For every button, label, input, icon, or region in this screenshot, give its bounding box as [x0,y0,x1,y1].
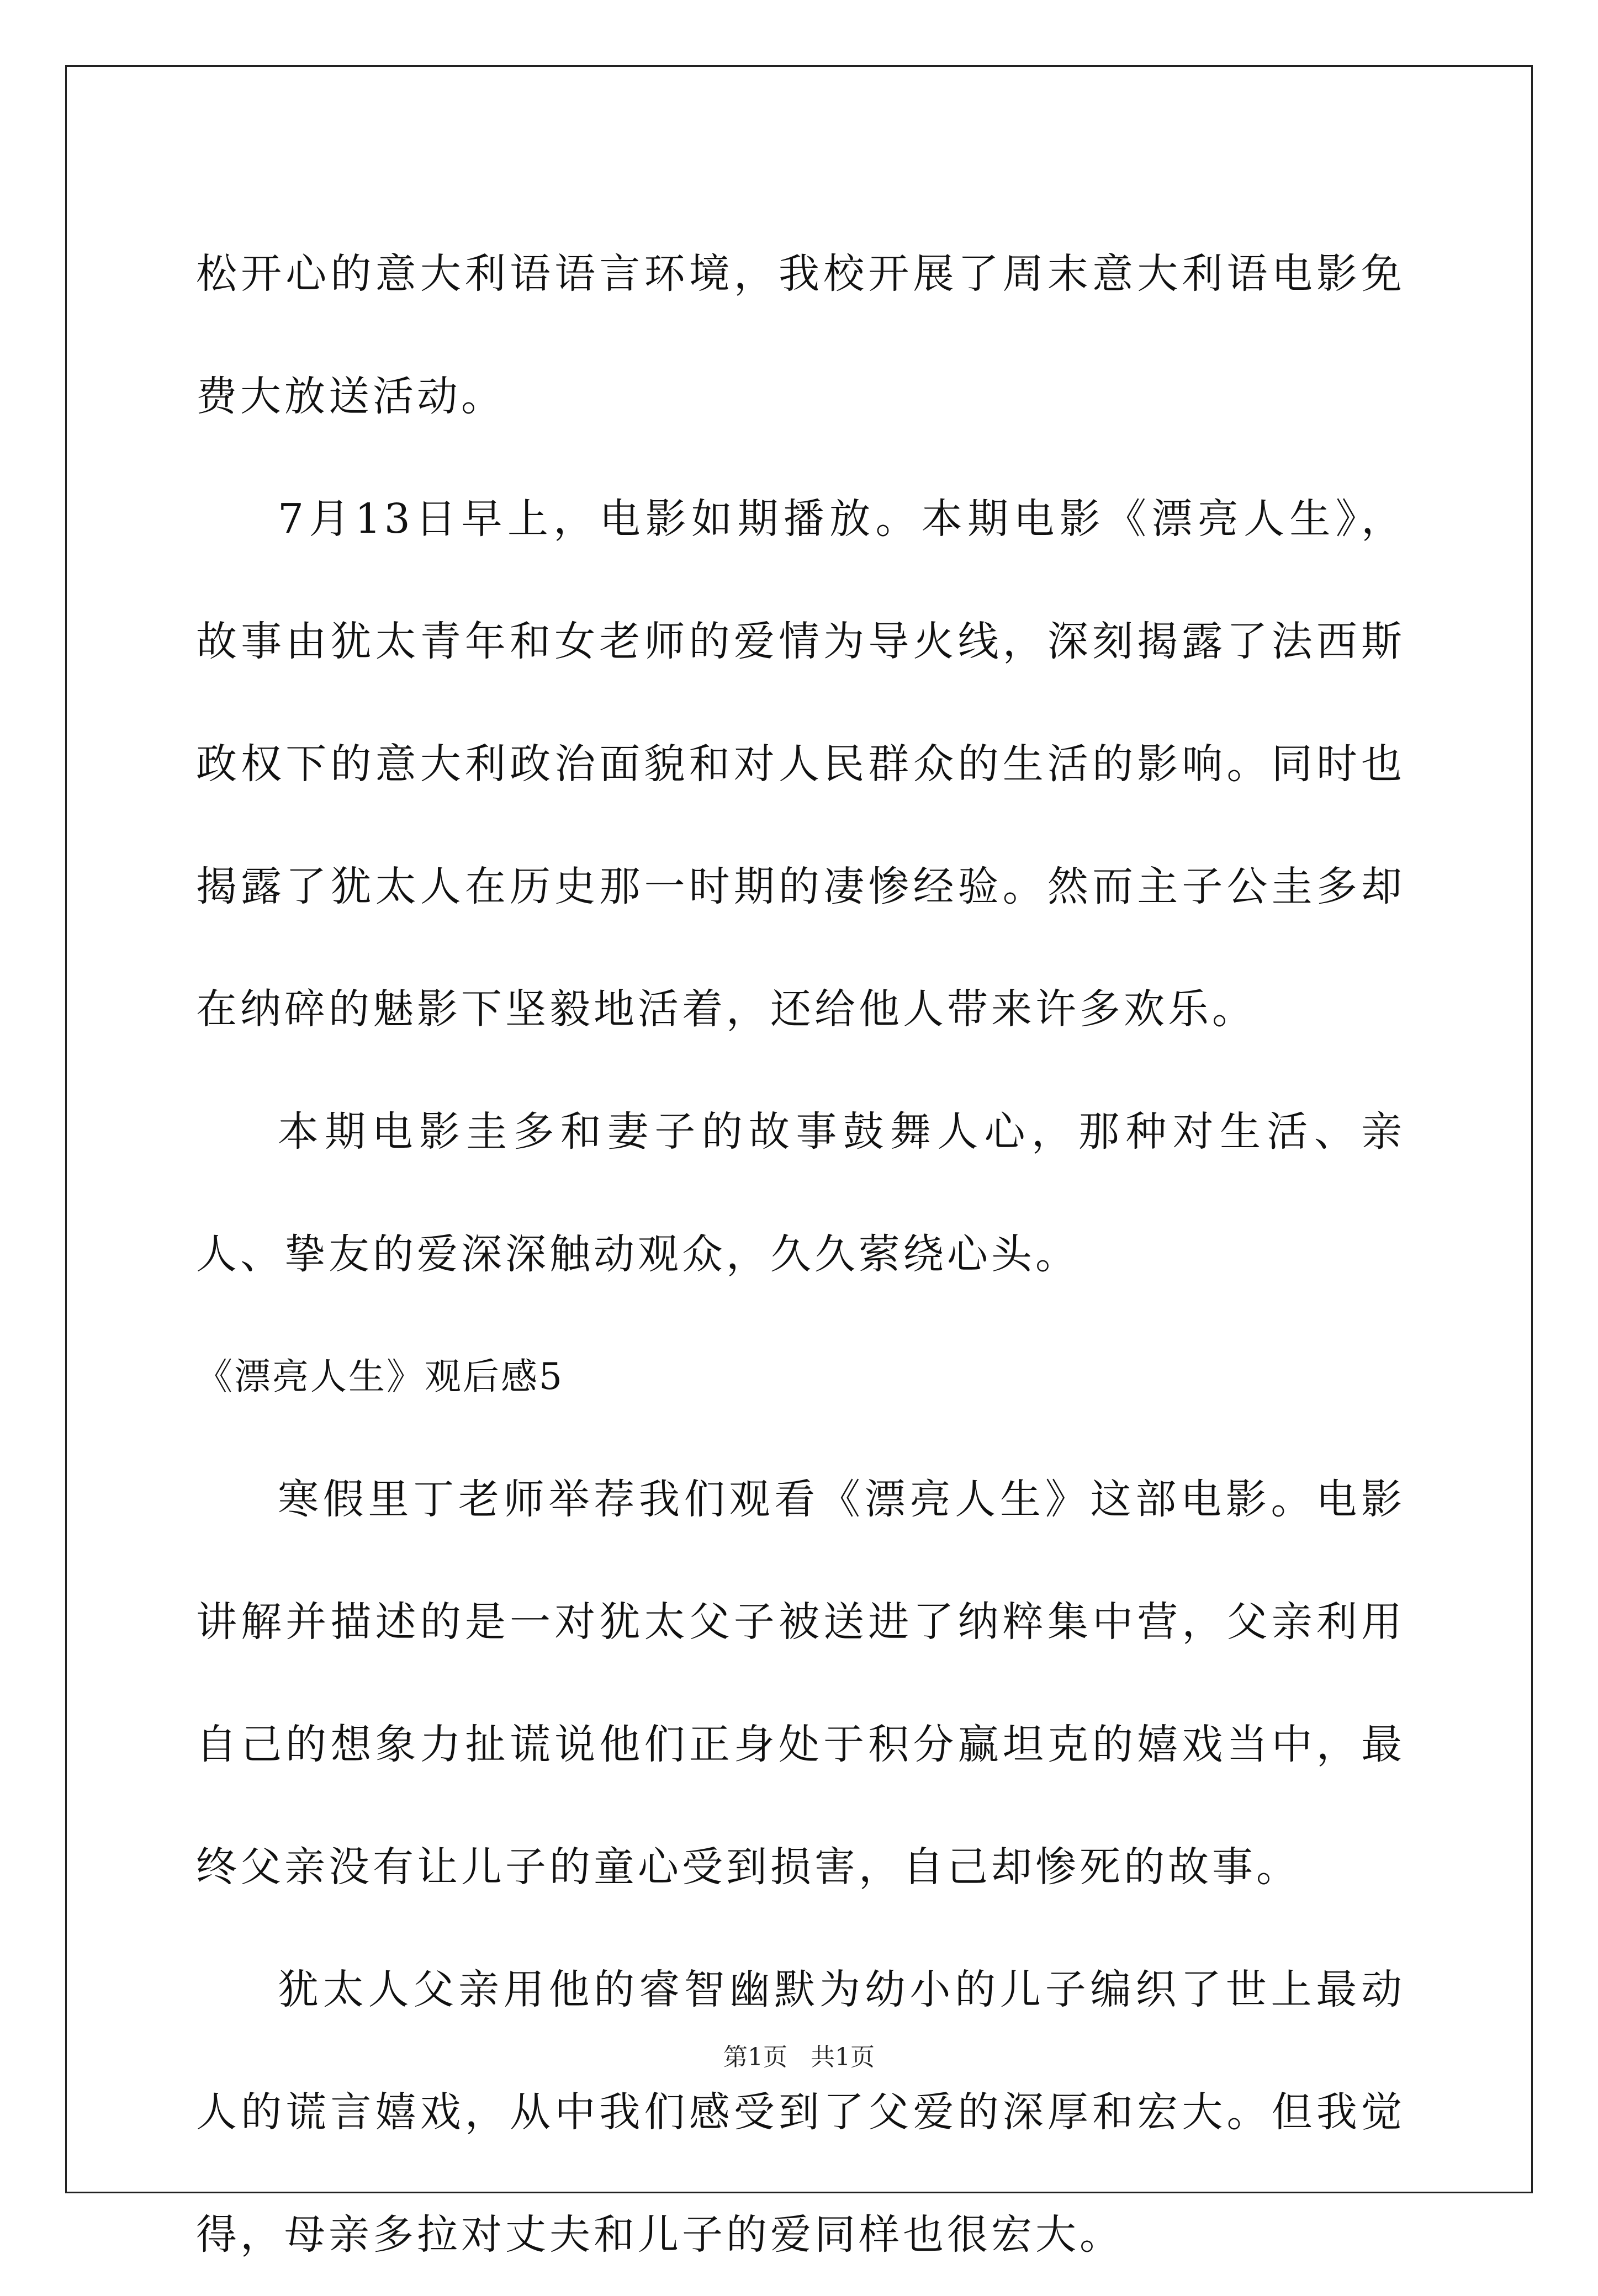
document-body [196,213,1405,2296]
paragraph-5: 犹太人父亲用他的睿智幽默为幼小的儿子编织了世上最动人的谎言嬉戏，从中我们感受到了父爱的深厚和宏大。但我觉得，母亲多拉对丈夫和儿子的爱同样也很宏大。 [196,1966,1405,2258]
page-footer [0,2037,1598,2072]
page-total: 共1页 [811,2043,875,2071]
paragraph-2: 7月13日早上，电影如期播放。本期电影《漂亮人生》，故事由犹太青年和女老师的爱情为导火线，深刻揭露了法西斯政权下的意大利政治面貌和对人民群众的生活的影响。同时也揭露了犹太人在历史那一时期的凄惨经验。然而主子公圭多却在纳碎的魅影下坚毅地活着，还给他人带来许多欢乐。 [196,495,1405,1033]
section-heading: 《漂亮人生》观后感5 [196,1355,564,1398]
paragraph-1: 松开心的意大利语语言环境，我校开展了周末意大利语电影免费大放送活动。 [196,250,1405,420]
paragraph-3: 本期电影圭多和妻子的故事鼓舞人心，那种对生活、亲人、挚友的爱深深触动观众，久久萦绕心头。 [196,1108,1405,1278]
page-number: 第1页 [723,2043,787,2071]
paragraph-4: 寒假里丁老师举荐我们观看《漂亮人生》这部电影。电影讲解并描述的是一对犹太父子被送进了纳粹集中营，父亲利用自己的想象力扯谎说他们正身处于积分赢坦克的嬉戏当中，最终父亲没有让儿子的童心受到损害，自己却惨死的故事。 [196,1476,1405,1891]
